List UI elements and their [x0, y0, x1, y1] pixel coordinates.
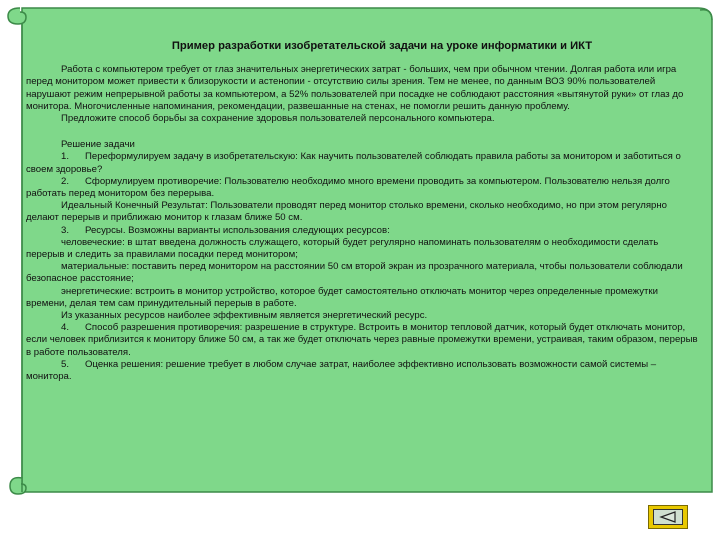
- triangle-left-icon: [659, 511, 677, 523]
- solution-step-1: 1. Переформулируем задачу в изобретательскую: Как научить пользователей соблюдать правила работы за монитором и заботиться о своем здоровье?: [26, 151, 681, 175]
- back-button[interactable]: [648, 505, 688, 529]
- slide-content: [26, 40, 698, 383]
- resource-conclusion: Из указанных ресурсов наиболее эффективным является энергетический ресурс.: [61, 310, 428, 322]
- solution-step-5: 5. Оценка решения: решение требует в любом случае затрат, наиболее эффективно использовать возможности самой системы – монитора.: [26, 358, 657, 383]
- solution-step-2: 2. Сформулируем противоречие: Пользователю необходимо много времени проводить за компьютером. Пользователю нельзя долго работать перед монитором без перерыва.: [26, 175, 670, 200]
- back-button-face[interactable]: [653, 509, 683, 525]
- task-question: Предложите способ борьбы за сохранение здоровья пользователей персонального компьютера.: [61, 113, 495, 125]
- slide-title: Пример разработки изобретательской задачи на уроке информатики и ИКТ: [171, 40, 593, 52]
- solution-step-3: 3. Ресурсы. Возможны варианты использования следующих ресурсов:: [61, 224, 390, 236]
- ideal-result: Идеальный Конечный Результат: Пользователи проводят перед монитор столько времени, сколько необходимо, но при этом регулярно делают перерыв и приближаю монитор к глазам ближе 50 см.: [26, 200, 668, 224]
- resource-human: человеческие: в штат введена должность служащего, который будет регулярно напоминать пользователям о необходимости сделать перерыв и следить за правилами посадки перед монитором;: [26, 236, 659, 261]
- solution-step-4: 4. Способ разрешения противоречия: разрешение в структуре. Встроить в монитор тепловой датчик, который будет отключать монитор, если человек приблизится к монитору ближе 50 см, а так же будет отключать через равные промежутки времени, устраивая, таким образом, перерыв в работе пользователя.: [26, 322, 698, 358]
- resource-energy: энергетические: встроить в монитор устройство, которое будет самостоятельно отключать монитор через определенные промежутки времени, делая тем сам принудительный перерыв в работе.: [26, 285, 658, 309]
- solution-heading: Решение задачи: [61, 139, 135, 151]
- resource-material: материальные: поставить перед монитором на расстоянии 50 см второй экран из прозрачного материала, чтобы пользователи соблюдали безопасное расстояние;: [26, 261, 683, 285]
- intro-paragraph: Работа с компьютером требует от глаз значительных энергетических затрат - больших, чем при обычном чтении. Долгая работа или игра перед монитором может привести к близорукости и астенопии - отсутствию силы зрения. Тем не менее, по данным ВОЗ 90% пользователей нарушают режим непрерывной работы за компьютером, а 52% пользователей при посадке не соблюдают расстояния «вытянутой руки» от глаз до монитора. Многочисленные напоминания, рекомендации, развешанные на стенах, не помогли решить данную проблему.: [26, 64, 684, 112]
